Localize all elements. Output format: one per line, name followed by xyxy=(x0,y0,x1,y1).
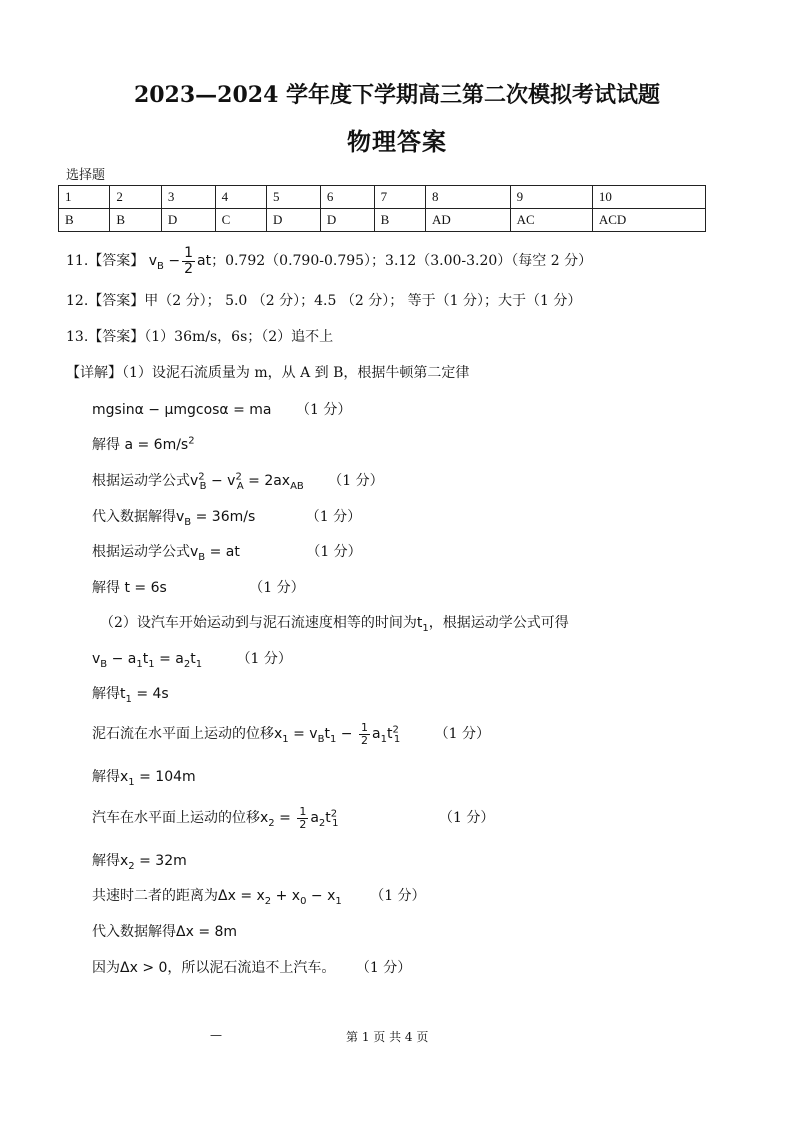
formula-text: v xyxy=(176,509,185,525)
formula-text: x xyxy=(120,853,129,869)
step-x1-formula xyxy=(92,722,490,746)
formula xyxy=(260,805,339,831)
formula-text: a xyxy=(371,726,381,743)
fraction-denominator: 2 xyxy=(360,733,368,747)
step-acceleration xyxy=(92,434,195,454)
table-cell: AC xyxy=(510,209,592,232)
step-text: 泥石流在水平面上运动的位移 xyxy=(92,726,274,743)
formula xyxy=(92,651,203,670)
step-text: 代入数据解得 xyxy=(92,924,176,940)
answer-13: 13.【答案】（1）36m/s，6s；（2）追不上 xyxy=(66,329,334,345)
formula-sup: 2 xyxy=(235,471,242,483)
formula-sub: 1 xyxy=(335,895,342,907)
table-cell: B xyxy=(374,209,425,232)
table-cell: 4 xyxy=(215,186,266,209)
step-vb-value xyxy=(92,506,361,528)
formula-text: = 4s xyxy=(131,686,169,702)
formula xyxy=(274,721,401,747)
fraction-numerator: 1 xyxy=(299,805,307,818)
step-text: 汽车在水平面上运动的位移 xyxy=(92,810,260,827)
formula-text: = 104m xyxy=(134,769,196,785)
formula-text: = xyxy=(274,810,296,827)
step-text: 根据运动学公式 xyxy=(92,544,190,560)
fraction-denominator: 2 xyxy=(299,817,307,831)
formula-sub: B xyxy=(100,658,108,670)
fraction-denominator: 2 xyxy=(184,260,193,277)
formula-text: t xyxy=(386,726,393,743)
formula-sub: 1 xyxy=(329,733,337,745)
table-cell: C xyxy=(215,209,266,232)
step-text: 代入数据解得 xyxy=(92,509,176,525)
formula-sub: B xyxy=(198,551,206,563)
formula-sub: A xyxy=(236,480,244,492)
formula xyxy=(120,769,196,788)
step-time xyxy=(92,577,305,597)
table-cell: 7 xyxy=(374,186,425,209)
formula-text: = a xyxy=(154,651,184,667)
page-number: 第 1 页 共 4 页 xyxy=(346,1030,429,1044)
score-note: （1 分） xyxy=(328,473,384,489)
choice-answer-table xyxy=(58,185,706,232)
formula-sub: 1 xyxy=(282,733,289,745)
table-row-numbers xyxy=(59,186,706,209)
formula-text: = 2ax xyxy=(243,473,291,489)
score-note: （1 分） xyxy=(305,509,362,525)
formula-sup: 2 xyxy=(392,724,399,736)
formula-sub: 2 xyxy=(268,817,275,829)
formula-text: + x xyxy=(271,888,301,904)
step-text: 共速时二者的距离为 xyxy=(92,888,218,904)
formula xyxy=(190,544,240,563)
formula-sub: 1 xyxy=(148,658,155,670)
table-cell: D xyxy=(320,209,374,232)
formula-text: − v xyxy=(206,473,236,489)
detail-intro: 【详解】（1）设泥石流质量为 m，从 A 到 B，根据牛顿第二定律 xyxy=(66,365,470,381)
table-cell: B xyxy=(59,209,110,232)
table-cell: 6 xyxy=(320,186,374,209)
formula-sub: 1 xyxy=(128,776,135,788)
formula-text: t xyxy=(416,615,423,631)
step-x2-value xyxy=(92,850,187,872)
step-kinematics-1 xyxy=(92,470,384,492)
formula-sub: B xyxy=(184,516,192,528)
formula-sub: 1 xyxy=(332,817,339,829)
step-text: ，所以泥石流追不上汽车。 xyxy=(167,960,336,976)
step-text: 因为 xyxy=(92,960,120,976)
table-row-answers xyxy=(59,209,706,232)
formula-sub: 1 xyxy=(136,658,143,670)
formula-sub: 2 xyxy=(128,860,135,872)
page-subtitle: 物理答案 xyxy=(347,127,447,156)
formula-text: 解得 t = 6s xyxy=(92,580,167,596)
score-note: （1 分） xyxy=(306,544,362,560)
step-distance-value xyxy=(92,921,237,941)
formula-text: x xyxy=(260,810,269,827)
formula-sub: 1 xyxy=(125,693,132,705)
formula xyxy=(120,853,187,872)
formula xyxy=(176,509,256,528)
footer-dash: — xyxy=(210,1028,222,1042)
fraction xyxy=(297,806,308,830)
formula-text: Δx = x xyxy=(218,888,265,904)
formula-text: − xyxy=(336,726,357,743)
formula-text: = 36m/s xyxy=(191,509,256,525)
table-cell: D xyxy=(161,209,215,232)
formula-text: = 32m xyxy=(134,853,187,869)
formula-text: x xyxy=(120,769,129,785)
fraction-numerator: 1 xyxy=(184,245,193,261)
table-cell: D xyxy=(267,209,321,232)
formula xyxy=(190,471,304,492)
score-note: （1 分） xyxy=(434,726,491,743)
formula-text: v xyxy=(190,544,199,560)
formula-sub: 0 xyxy=(300,895,307,907)
table-cell: 10 xyxy=(592,186,705,209)
step-equal-speed xyxy=(92,648,292,670)
formula-sub: AB xyxy=(290,480,304,492)
formula xyxy=(120,686,169,705)
formula-text: Δx > 0 xyxy=(120,960,168,976)
table-cell: 3 xyxy=(161,186,215,209)
formula-text: Δx = 8m xyxy=(176,924,238,940)
fraction-numerator: 1 xyxy=(360,721,368,734)
formula-text: v xyxy=(92,651,101,667)
step-kinematics-2 xyxy=(92,541,362,563)
choice-section-label: 选择题 xyxy=(66,168,106,183)
table-cell: ACD xyxy=(592,209,705,232)
step-t1 xyxy=(92,683,169,705)
formula-sub: 1 xyxy=(195,658,203,670)
formula-text: t xyxy=(190,651,196,667)
formula-text: t xyxy=(324,726,330,743)
step-conclusion xyxy=(92,957,411,977)
formula-sub: 1 xyxy=(422,622,429,634)
formula-text: 解得 a = 6m/s xyxy=(92,437,189,453)
step-distance-formula xyxy=(92,885,426,907)
table-cell: AD xyxy=(426,209,511,232)
fraction xyxy=(359,722,370,746)
formula-text: − xyxy=(168,253,181,270)
table-cell: 1 xyxy=(59,186,110,209)
part2-intro xyxy=(100,612,569,634)
step-x2-formula xyxy=(92,806,494,830)
formula-sub: B xyxy=(199,480,207,492)
formula-text: v xyxy=(148,253,158,270)
formula-sup: 2 xyxy=(188,435,195,447)
answer-text: ；0.792（0.790-0.795）；3.12（3.00-3.20）（每空 2 分） xyxy=(211,253,593,270)
step-text: 根据运动学公式 xyxy=(92,473,190,489)
formula xyxy=(218,888,342,907)
fraction xyxy=(182,246,195,276)
step-text: ，根据运动学公式可得 xyxy=(428,615,569,631)
step-text: 解得 xyxy=(92,769,120,785)
formula-sub: 2 xyxy=(318,817,326,829)
formula-text: t xyxy=(120,686,126,702)
table-cell: 5 xyxy=(267,186,321,209)
formula-sup: 2 xyxy=(198,471,205,483)
formula-text: v xyxy=(190,473,199,489)
formula-text: at xyxy=(197,253,212,270)
score-note: （1 分） xyxy=(355,960,412,976)
formula-sub: B xyxy=(157,260,164,272)
formula-text: = at xyxy=(205,544,240,560)
formula-text: t xyxy=(142,651,149,667)
formula-vb-minus-half-at xyxy=(148,245,212,277)
formula-sub: 2 xyxy=(264,895,272,907)
score-note: （1 分） xyxy=(438,810,495,827)
answer-12: 12.【答案】甲（2 分）； 5.0 （2 分）；4.5 （2 分）； 等于（1 分）；大于（1 分） xyxy=(66,293,582,309)
table-cell: 9 xyxy=(510,186,592,209)
formula-text: − x xyxy=(306,888,336,904)
formula-sup: 2 xyxy=(330,808,338,820)
formula-text: mgsinα − μmgcosα = ma xyxy=(92,402,272,418)
formula-sub: B xyxy=(317,733,325,745)
step-newton-law xyxy=(92,399,351,419)
score-note: （1 分） xyxy=(236,651,292,667)
step-text: 解得 xyxy=(92,853,120,869)
score-note: （1 分） xyxy=(370,888,426,904)
formula-text: a xyxy=(310,810,319,827)
step-text: （2）设汽车开始运动到与泥石流速度相等的时间为 xyxy=(100,615,417,631)
table-cell: 8 xyxy=(426,186,511,209)
table-cell: 2 xyxy=(110,186,161,209)
formula-text: t xyxy=(325,810,331,827)
page-title: 2023—2024 学年度下学期高三第二次模拟考试试题 xyxy=(133,82,661,108)
table-cell: B xyxy=(110,209,161,232)
step-x1-value xyxy=(92,766,196,788)
score-note: （1 分） xyxy=(249,580,305,596)
score-note: （1 分） xyxy=(295,402,352,418)
answer-label: 11.【答案】 xyxy=(66,253,145,270)
answer-11 xyxy=(66,246,592,276)
formula-sub: 1 xyxy=(393,733,401,745)
step-text: 解得 xyxy=(92,686,120,702)
formula-text: − a xyxy=(107,651,137,667)
formula-sub: 2 xyxy=(183,658,191,670)
formula-text: = v xyxy=(288,726,318,743)
formula-sub: 1 xyxy=(380,733,387,745)
formula-text: x xyxy=(274,726,283,743)
